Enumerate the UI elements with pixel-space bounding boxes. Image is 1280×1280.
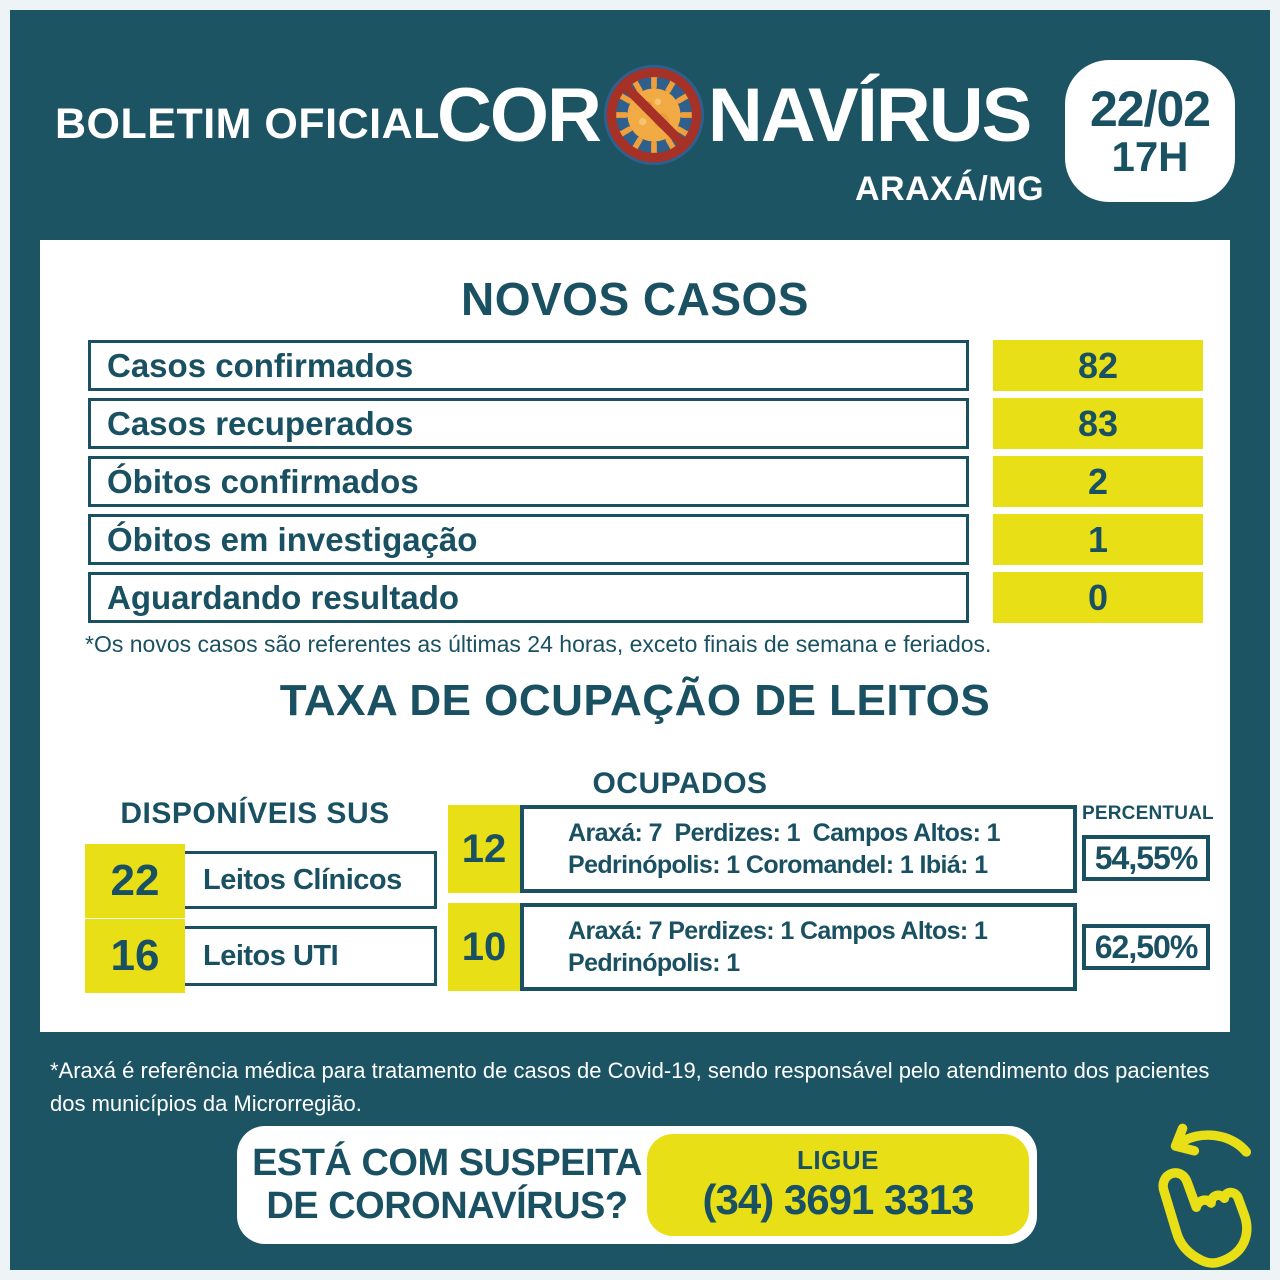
column-header-ocupados: OCUPADOS (592, 767, 768, 800)
bed-type-label: Leitos Clínicos (203, 863, 402, 896)
case-label-text: Casos recuperados (107, 404, 414, 442)
case-label-text: Aguardando resultado (107, 578, 460, 616)
case-row-value: 2 (993, 456, 1203, 507)
occupied-cities-line2: Pedrinópolis: 1 (568, 949, 740, 977)
section-title-novos-casos: NOVOS CASOS (460, 273, 809, 325)
time-label: 17H (1111, 132, 1189, 180)
content-panel (40, 240, 1230, 1032)
reference-footnote: *Araxá é referência médica para tratamento de casos de Covid-19, sendo responsável pelo atendimento dos pacientes dos municípios da Microrregião. (50, 1058, 1210, 1116)
cta-call-label: LIGUE (797, 1144, 879, 1175)
case-row-label (88, 340, 969, 391)
beds-available-chip: 16 (85, 919, 185, 993)
occupancy-percent-box: 54,55% (1082, 835, 1210, 881)
cta-phone-box (647, 1134, 1029, 1236)
title-post: NAVÍRUS (707, 72, 1031, 158)
case-row-value: 1 (993, 514, 1203, 565)
cta-question-line2: DE CORONAVÍRUS? (266, 1185, 628, 1227)
occupied-cities-line1: Araxá: 7 Perdizes: 1 Campos Altos: 1 (568, 917, 988, 945)
section-title-ocupacao: TAXA DE OCUPAÇÃO DE LEITOS (279, 676, 991, 725)
column-header-percentual: PERCENTUAL (1082, 803, 1214, 824)
beds-occupied-chip: 12 (448, 805, 520, 893)
cta-question-line1: ESTÁ COM SUSPEITA (252, 1142, 642, 1185)
case-label-text: Óbitos em investigação (107, 520, 478, 558)
occupied-cities-line1: Araxá: 7 Perdizes: 1 Campos Altos: 1 (568, 819, 1000, 847)
bulletin-kicker: BOLETIM OFICIAL (55, 100, 440, 148)
novos-casos-footnote: *Os novos casos são referentes as últimas 24 horas, exceto finais de semana e feriados. (85, 631, 992, 657)
case-row-value: 83 (993, 398, 1203, 449)
case-label-text: Óbitos confirmados (107, 462, 419, 500)
case-row-value: 82 (993, 340, 1203, 391)
case-row-label (88, 572, 969, 623)
beds-occupied-detail-box (520, 805, 1077, 893)
case-label-text: Casos confirmados (107, 346, 414, 384)
date-label: 22/02 (1089, 80, 1211, 137)
cta-question (247, 1126, 647, 1244)
column-header-disponiveis: DISPONÍVEIS SUS (120, 797, 390, 830)
cta-banner (237, 1126, 1037, 1244)
case-row-label (88, 514, 969, 565)
occupied-cities-line2: Pedrinópolis: 1 Coromandel: 1 Ibiá: 1 (568, 851, 988, 879)
cta-phone-number: (34) 3691 3313 (702, 1175, 974, 1223)
bed-type-label: Leitos UTI (203, 939, 339, 972)
beds-occupied-detail-box (520, 903, 1077, 991)
swipe-hand-icon (1146, 1122, 1264, 1274)
occupancy-percent-box: 62,50% (1082, 924, 1210, 970)
case-row-label (88, 456, 969, 507)
beds-available-chip: 22 (85, 844, 185, 918)
no-coronavirus-icon (602, 63, 706, 167)
title-pre: COR (437, 72, 600, 158)
page-title (437, 56, 1030, 174)
case-row-value: 0 (993, 572, 1203, 623)
location-label: ARAXÁ/MG (855, 170, 1045, 208)
beds-occupied-chip: 10 (448, 903, 520, 991)
case-row-label (88, 398, 969, 449)
datetime-badge (1065, 60, 1235, 202)
